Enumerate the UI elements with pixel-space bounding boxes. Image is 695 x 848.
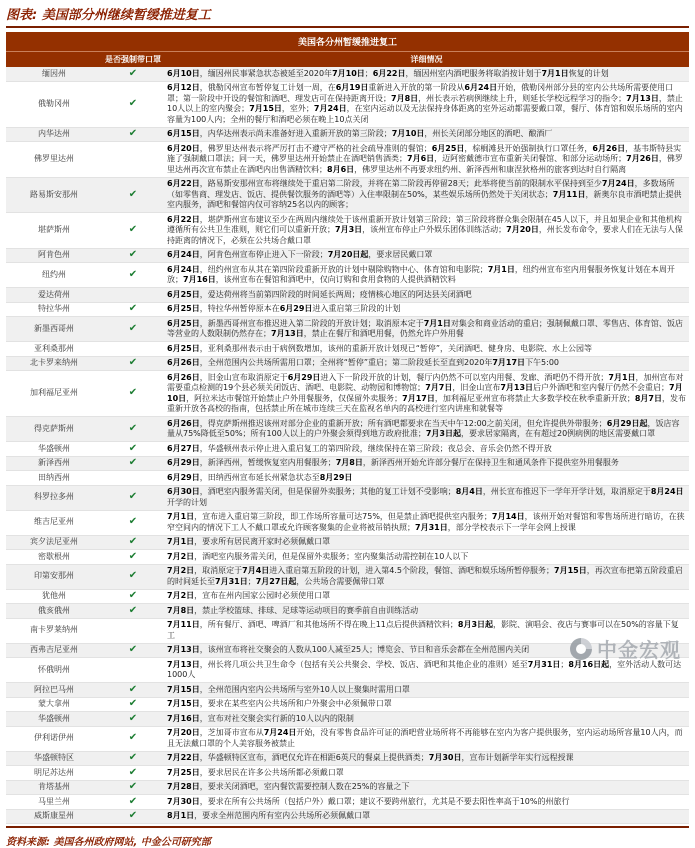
mask-required-check-icon: ✔	[102, 213, 164, 249]
state-name: 新泽西州	[6, 456, 102, 471]
table-row	[6, 288, 689, 303]
detail-text: 6月22日，堪萨斯州宣布建议至少在两周内继续处于该州重新开放计划第三阶段；第三阶段将群众集会限制在45人以下，并且如果企业和其他机构遵循所有公共卫生准则，则它们可以重新开放；7月3日，该州宣布停止户外娱乐团体训练活动；7月20日，州长发布命令，要求人们在无法与人保持距离的情况下，必须在公共场合戴口罩	[164, 213, 689, 249]
mask-required-check-icon: ✔	[102, 643, 164, 658]
detail-text: 7月30日，要求在所有公共场所（包括户外）戴口罩；建议不要跨州旅行，尤其是不要去阳性率高于10%的州旅行	[164, 795, 689, 810]
state-name: 明尼苏达州	[6, 766, 102, 781]
table-row	[6, 535, 689, 550]
mask-required-check-icon: ✔	[102, 302, 164, 317]
mask-required-check-icon: ✔	[102, 751, 164, 766]
state-name: 印第安那州	[6, 564, 102, 589]
state-name: 内华达州	[6, 127, 102, 142]
state-name: 特拉华州	[6, 302, 102, 317]
detail-text: 7月15日，全州范围内室内公共场所与室外10人以上聚集时需用口罩	[164, 683, 689, 698]
state-name: 宾夕法尼亚州	[6, 535, 102, 550]
mask-required-check-icon: ✔	[102, 766, 164, 781]
table-row	[6, 67, 689, 81]
state-name: 俄勒冈州	[6, 81, 102, 127]
detail-text: 7月1日，宣布进入重启第三阶段，即工作场所容量可达75%，但是禁止酒吧提供室内服务；7月14日，该州开始对餐馆和零售场所进行暗访，在狭窄空间内的情况下工人不戴口罩或允许顾客聚集的企业将被吊销执照；7月31日，部分学校表示下一学年会网上授课	[164, 510, 689, 535]
detail-text: 6月24日，纽约州宣布从其在第四阶段重新开放的计划中剔除购物中心、体育馆和电影院；7月1日，纽约州宣布室内用餐服务恢复计划在本周开放；7月16日，该州宣布在餐馆和酒吧中，仅向订购和食用食物的人提供酒精饮料	[164, 263, 689, 288]
detail-text: 7月16日，宣布对社交聚会实行新的10人以内的限制	[164, 712, 689, 727]
detail-text: 7月28日，要求关闭酒吧，室内餐饮需要控制人数在25%的容量之下	[164, 780, 689, 795]
column-header-detail: 详细情况	[164, 52, 689, 68]
state-name: 怀俄明州	[6, 658, 102, 683]
mask-required-check-icon: ✔	[102, 510, 164, 535]
detail-text: 7月13日，该州宣布将社交聚会的人数从100人减至25人；博览会、节日和音乐会都在全州范围内关闭	[164, 643, 689, 658]
mask-required-check-icon: ✔	[102, 356, 164, 371]
table-row	[6, 417, 689, 442]
mask-required-check-icon: ✔	[102, 726, 164, 751]
table-row	[6, 263, 689, 288]
table-row	[6, 177, 689, 213]
mask-not-required-empty	[102, 618, 164, 643]
table-row	[6, 127, 689, 142]
state-name: 路易斯安那州	[6, 177, 102, 213]
table-row	[6, 456, 689, 471]
detail-text: 6月25日，亚利桑那州表示由于病例数增加，该州的重新开放计划现已“暂停”，关闭酒吧、健身房、电影院、水上公园等	[164, 342, 689, 357]
mask-not-required-empty	[102, 658, 164, 683]
state-name: 华盛顿州	[6, 712, 102, 727]
watermark	[570, 634, 681, 663]
mask-required-check-icon: ✔	[102, 535, 164, 550]
table-row	[6, 550, 689, 565]
column-header-mask: 是否强制带口罩	[102, 52, 164, 68]
table-row	[6, 683, 689, 698]
table-row	[6, 780, 689, 795]
table-row	[6, 142, 689, 178]
detail-text: 7月11日，所有餐厅、酒吧、啤酒厂和其他场所不得在晚上11点后提供酒精饮料；8月3日起，影院、演唱会、夜店与赛事可以在50%的容量下复工	[164, 618, 689, 643]
detail-text: 6月30日，酒吧室内服务需关闭，但是保留外卖服务；其他的复工计划不受影响；8月4日，州长宣布推迟下一学年开学计划，取消原定于8月24日开学的计划	[164, 485, 689, 510]
detail-text: 7月22日，华盛顿特区宣布，酒吧仅允许在相距6英尺的餐桌上提供酒类；7月30日，宣布计划新学年实行远程授课	[164, 751, 689, 766]
mask-required-check-icon: ✔	[102, 712, 164, 727]
source-note: 资料来源: 美国各州政府网站, 中金公司研究部	[6, 837, 211, 848]
detail-text: 6月25日，特拉华州暂停原本在6月29日进入重启第三阶段的计划	[164, 302, 689, 317]
state-name: 科罗拉多州	[6, 485, 102, 510]
mask-required-check-icon: ✔	[102, 809, 164, 824]
mask-required-check-icon: ✔	[102, 795, 164, 810]
states-table	[6, 32, 689, 824]
detail-text: 6月25日，爱达荷州将当前第四阶段的时间延长两周；疫情核心地区的阿达县关闭酒吧	[164, 288, 689, 303]
state-name: 田纳西州	[6, 471, 102, 486]
mask-not-required-empty	[102, 142, 164, 178]
table-row	[6, 342, 689, 357]
table-row	[6, 510, 689, 535]
watermark-label: 中金宏观	[597, 638, 681, 662]
state-name: 阿拉巴马州	[6, 683, 102, 698]
table-row	[6, 356, 689, 371]
detail-text: 6月25日，新墨西哥州宣布推迟进入第二阶段的开放计划；取消原本定于7月1日对集会和商业活动的重启；强制佩戴口罩、零售店、体育馆、饭店等营业的人数限制仍然存在；7月13日，禁止在餐厅和酒吧用餐，仍然允许户外用餐	[164, 317, 689, 342]
detail-text: 6月27日，华盛顿州表示停止进入重启复工的第四阶段，继续保持在第三阶段；夜总会、音乐会仍然不得开放	[164, 442, 689, 457]
detail-text: 7月2日，酒吧室内服务需关闭，但是保留外卖服务；室内聚集活动需控制在10人以下	[164, 550, 689, 565]
page-title: 图表: 美国部分州继续暂缓推进复工	[6, 4, 689, 28]
mask-not-required-empty	[102, 288, 164, 303]
detail-text: 6月26日，全州范围内公共场所需用口罩；全州将“暂停”重启；第二阶段延长至直到2020年7月17日下午5:00	[164, 356, 689, 371]
state-name: 佛罗里达州	[6, 142, 102, 178]
detail-text: 7月15日，要求在某些室内公共场所和户外聚会中必须佩带口罩	[164, 697, 689, 712]
table-row	[6, 604, 689, 619]
table-row	[6, 712, 689, 727]
state-name: 马里兰州	[6, 795, 102, 810]
table-row	[6, 302, 689, 317]
mask-required-check-icon: ✔	[102, 263, 164, 288]
table-row	[6, 471, 689, 486]
state-name: 阿肯色州	[6, 248, 102, 263]
mask-required-check-icon: ✔	[102, 127, 164, 142]
table-row	[6, 809, 689, 824]
detail-text: 6月22日，路易斯安那州宣布将继续处于重启第二阶段，并将在第二阶段再停留28天；此举将使当前的限制水平保持到至少7月24日，多数场所（如零售商、理发店、饭店、提供餐饮服务的酒吧等）入住率限制在50%，某些娱乐场所仍然处于关闭状态；7月11日，新奥尔良市酒吧禁止提供室内服务，酒吧和餐馆内仅可容纳25名以内的顾客；	[164, 177, 689, 213]
table-row	[6, 751, 689, 766]
state-name: 蒙大拿州	[6, 697, 102, 712]
table-row	[6, 213, 689, 249]
state-name: 爱达荷州	[6, 288, 102, 303]
state-name: 纽约州	[6, 263, 102, 288]
mask-required-check-icon: ✔	[102, 456, 164, 471]
detail-text: 8月1日，要求全州范围内所有室内公共场所必须佩戴口罩	[164, 809, 689, 824]
state-name: 新墨西哥州	[6, 317, 102, 342]
state-name: 堪萨斯州	[6, 213, 102, 249]
detail-text: 6月20日，佛罗里达州表示将严厉打击不遵守严格的社会疏导准则的餐馆；6月25日，棕榈滩县开始强制执行口罩任务，6月26日，基韦斯特县实施了强制戴口罩法；同一天，佛罗里达州开始禁止在酒吧销售酒类；7月6日，迈阿密戴德市宣布重新关闭餐馆、和部分运动场所；7月26日，佛罗里达州再次宣布禁止在酒吧内出售酒精饮料；8月6日，佛罗里达州不再要求纽约州、新泽西州和康涅狄格州的旅客到达时自行隔离	[164, 142, 689, 178]
column-header-state	[6, 52, 102, 68]
state-name: 亚利桑那州	[6, 342, 102, 357]
table-row	[6, 81, 689, 127]
mask-required-check-icon: ✔	[102, 67, 164, 81]
table-row	[6, 697, 689, 712]
detail-text: 7月8日，禁止学校篮球、排球、足球等运动项目的赛季前自由训练活动	[164, 604, 689, 619]
table-row	[6, 564, 689, 589]
table-row	[6, 766, 689, 781]
state-name: 南卡罗莱纳州	[6, 618, 102, 643]
state-name: 俄亥俄州	[6, 604, 102, 619]
table-band-header: 美国各分州暂缓推进复工	[6, 32, 689, 52]
mask-not-required-empty	[102, 471, 164, 486]
state-name: 得克萨斯州	[6, 417, 102, 442]
table-row	[6, 485, 689, 510]
detail-text: 6月29日，新泽西州，暂缓恢复室内用餐服务；7月8日，新泽西州开始允许部分餐厅在保持卫生和通风条件下提供室外用餐服务	[164, 456, 689, 471]
detail-text: 6月12日，俄勒冈州宣布暂停复工计划一周，在6月19日重新进入开放的第一阶段从6月24日开始，俄勒冈州部分县的室内公共场所需要使用口罩；第一阶段中开设的餐馆和酒吧、理发店可在保持距离开设；7月8日，州长表示若病例继续上升，则延长学校远程学习的指令；7月13日，禁止10人以上的室内聚会；7月15日，室外；7月24日，在室内运动以及无法保持身体距离的室外运动都需要戴口罩，餐厅、体育馆和娱乐场所的室内容量为100人内；全州的餐厅和酒吧必须在晚上10点关闭	[164, 81, 689, 127]
state-name: 北卡罗来纳州	[6, 356, 102, 371]
mask-required-check-icon: ✔	[102, 442, 164, 457]
mask-required-check-icon: ✔	[102, 604, 164, 619]
detail-text: 7月2日，取消原定于7月4日进入重启第五阶段的计划，进入第4.5个阶段，餐馆、酒吧和娱乐场所暂停服务；7月15日，再次宣布把第五阶段重启的时间延长至7月31日；7月27日起，公共场合需要佩带口罩	[164, 564, 689, 589]
state-name: 伊利诺伊州	[6, 726, 102, 751]
detail-text: 7月25日，要求居民在许多公共场所都必须戴口罩	[164, 766, 689, 781]
table-row	[6, 795, 689, 810]
table-row	[6, 317, 689, 342]
detail-text: 6月15日，内华达州表示尚未准备好进入重新开放的第三阶段；7月10日，州长关闭部分地区的酒吧、酿酒厂	[164, 127, 689, 142]
mask-required-check-icon: ✔	[102, 589, 164, 604]
mask-required-check-icon: ✔	[102, 371, 164, 417]
mask-required-check-icon: ✔	[102, 564, 164, 589]
mask-required-check-icon: ✔	[102, 317, 164, 342]
detail-text: 7月13日，州长将几项公共卫生命令（包括有关公共聚会、学校、饭店、酒吧和其他企业的准则）延至7月31日；8月16日起，室外活动人数可达1000人	[164, 658, 689, 683]
detail-text: 6月29日，田纳西州宣布延长州紧急状态至8月29日	[164, 471, 689, 486]
state-name: 华盛顿州	[6, 442, 102, 457]
detail-text: 7月2日，宣布在州内国家公园时必须使用口罩	[164, 589, 689, 604]
mask-required-check-icon: ✔	[102, 177, 164, 213]
mask-required-check-icon: ✔	[102, 697, 164, 712]
mask-required-check-icon: ✔	[102, 485, 164, 510]
table-row	[6, 371, 689, 417]
mask-required-check-icon: ✔	[102, 81, 164, 127]
state-name: 肯塔基州	[6, 780, 102, 795]
bottom-divider	[6, 826, 689, 828]
mask-required-check-icon: ✔	[102, 248, 164, 263]
state-name: 密歇根州	[6, 550, 102, 565]
mask-not-required-empty	[102, 342, 164, 357]
mask-required-check-icon: ✔	[102, 780, 164, 795]
detail-text: 6月26日，得克萨斯州推迟该州对部分企业的重新开放；所有酒吧都要求在当天中午12:00之前关闭，但允许提供外带服务；6月29日起，饭店容量从75%降低至50%；所有100人以上的户外聚会须得到地方政府批准；7月3日起，要求居家隔离，在有超过20例病例的地区需要戴口罩	[164, 417, 689, 442]
state-name: 西弗吉尼亚州	[6, 643, 102, 658]
state-name: 华盛顿特区	[6, 751, 102, 766]
detail-text: 6月10日，缅因州民事紧急状态被延至2020年7月10日；6月22日，缅因州室内酒吧服务将取消按计划于7月1日恢复的计划	[164, 67, 689, 81]
cicc-logo-icon	[570, 638, 592, 660]
state-name: 威斯康星州	[6, 809, 102, 824]
table-row	[6, 726, 689, 751]
mask-required-check-icon: ✔	[102, 417, 164, 442]
detail-text: 7月1日，要求所有居民离开家时必须佩戴口罩	[164, 535, 689, 550]
state-name: 缅因州	[6, 67, 102, 81]
mask-required-check-icon: ✔	[102, 683, 164, 698]
mask-required-check-icon: ✔	[102, 550, 164, 565]
table-row	[6, 589, 689, 604]
table-row	[6, 442, 689, 457]
state-name: 维吉尼亚州	[6, 510, 102, 535]
detail-text: 6月24日，阿肯色州宣布停止进入下一阶段；7月20日起，要求居民戴口罩	[164, 248, 689, 263]
state-name: 犹他州	[6, 589, 102, 604]
detail-text: 7月20日，芝加哥市宣布从7月24日开始，没有零售食品许可证的酒吧营业场所将不再能够在室内为客户提供服务，室内运动场所容量10人内，而且无法戴口罩的个人美容服务被禁止	[164, 726, 689, 751]
table-row	[6, 248, 689, 263]
state-name: 加利福尼亚州	[6, 371, 102, 417]
detail-text: 6月26日，旧金山宣布取消原定于6月29日进入下一阶段开放的计划，餐厅内仍然不可以室内用餐、发廊、酒吧仍不得开放；7月1日，加州宣布对需要重点检测的19个县必须关闭饭店、酒吧、电影院、动物园和博物馆；7月7日，旧金山宣布7月13日后户外酒吧和室内餐厅仍然不会重启；7月10日，阿拉米达市餐馆开始禁止户外用餐服务，仅保留外卖服务；7月17日，加利福尼亚州宣布将禁止大多数学校在秋季重新开放；8月7日，发布重新开放各高校的指南，包括禁止所在城市连续三天在监视名单内的高校进行室内讲座和就餐等	[164, 371, 689, 417]
